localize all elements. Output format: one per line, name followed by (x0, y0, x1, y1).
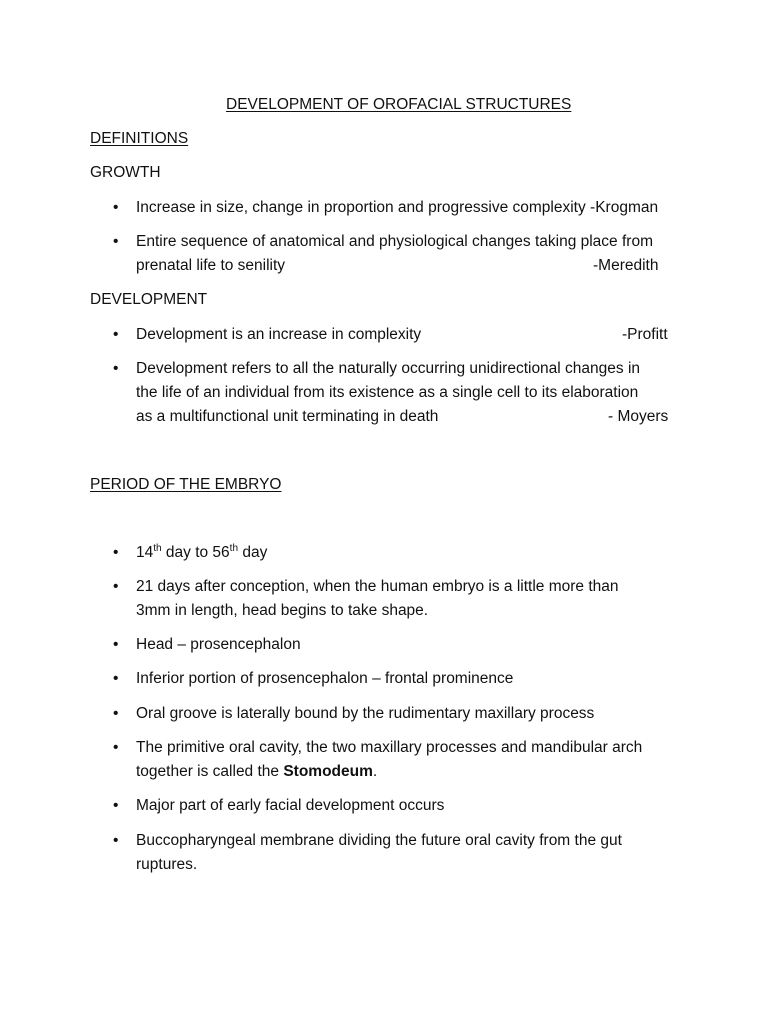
bullet: • (113, 578, 119, 595)
development-item-2-line-2: the life of an individual from its existence as a single cell to its elaboration (136, 384, 639, 401)
definitions-heading: DEFINITIONS (90, 130, 189, 147)
embryo-item-5-text: Oral groove is laterally bound by the rudimentary maxillary process (136, 705, 595, 722)
document-title: DEVELOPMENT OF OROFACIAL STRUCTURES (226, 96, 572, 113)
development-item-1-attribution: -Profitt (622, 326, 668, 343)
bullet: • (113, 233, 119, 250)
development-heading: DEVELOPMENT (90, 291, 208, 308)
bullet: • (113, 705, 119, 722)
development-item-2-line-3: as a multifunctional unit terminating in death (136, 408, 439, 425)
embryo-item-8-line-1: Buccopharyngeal membrane dividing the future oral cavity from the gut (136, 832, 622, 849)
embryo-item-7-text: Major part of early facial development occurs (136, 797, 445, 814)
bullet: • (113, 797, 119, 814)
embryo-item-4-text: Inferior portion of prosencephalon – frontal prominence (136, 670, 514, 687)
embryo-item-6-line-1: The primitive oral cavity, the two maxillary processes and mandibular arch (136, 739, 643, 756)
bullet: • (113, 636, 119, 653)
bullet: • (113, 360, 119, 377)
embryo-heading: PERIOD OF THE EMBRYO (90, 476, 282, 493)
embryo-item-2-line-1: 21 days after conception, when the human embryo is a little more than (136, 578, 619, 595)
bullet: • (113, 544, 119, 561)
embryo-item-8-line-2: ruptures. (136, 856, 198, 873)
growth-item-2-attribution: -Meredith (593, 257, 659, 274)
development-item-2-line-1: Development refers to all the naturally occurring unidirectional changes in (136, 360, 641, 377)
bullet: • (113, 670, 119, 687)
growth-item-2-line-1: Entire sequence of anatomical and physiological changes taking place from (136, 233, 653, 250)
embryo-item-6-line-2: together is called the Stomodeum. (136, 763, 378, 780)
growth-item-2-line-2: prenatal life to senility (136, 257, 286, 274)
embryo-item-2-line-2: 3mm in length, head begins to take shape. (136, 602, 429, 619)
bullet: • (113, 832, 119, 849)
bullet: • (113, 199, 119, 216)
growth-item-1-text: Increase in size, change in proportion and progressive complexity -Krogman (136, 199, 659, 216)
bullet: • (113, 326, 119, 343)
development-item-1-text: Development is an increase in complexity (136, 326, 422, 343)
stomodeum-term: Stomodeum (283, 763, 373, 780)
embryo-item-3-text: Head – prosencephalon (136, 636, 301, 653)
growth-heading: GROWTH (90, 164, 161, 181)
development-item-2-attribution: - Moyers (608, 408, 669, 425)
bullet: • (113, 739, 119, 756)
embryo-item-1-text: 14th day to 56th day (136, 543, 268, 561)
